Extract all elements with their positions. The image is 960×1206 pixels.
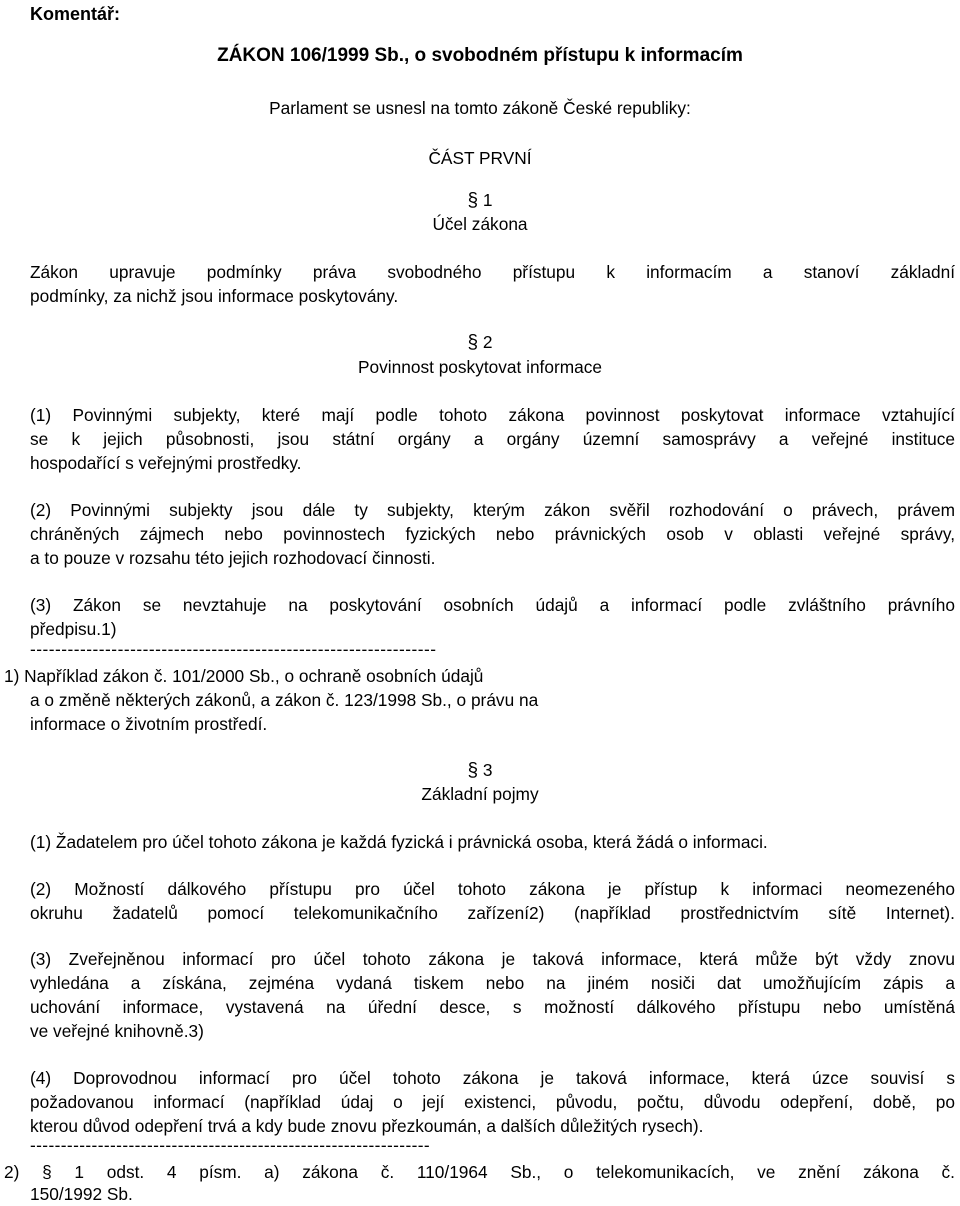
section-symbol: §	[467, 190, 479, 211]
section-1-line: podmínky, za nichž jsou informace poskytovány.	[30, 286, 399, 306]
paragraph-line: hospodařící s veřejnými prostředky.	[30, 453, 302, 473]
paragraph-line: (2) Povinnými subjekty jsou dále ty subjekty, kterým zákon svěřil rozhodování o právech, právem	[30, 500, 955, 520]
paragraph-line: (1) Žadatelem pro účel tohoto zákona je každá fyzická i právnická osoba, která žádá o informaci.	[30, 832, 768, 852]
section-2-number	[0, 330, 960, 355]
footnote-1-line: 1) Například zákon č. 101/2000 Sb., o ochraně osobních údajů	[4, 666, 484, 686]
paragraph-line: chráněných zájmech nebo povinnostech fyzických nebo právnických osob v oblasti veřejné správy,	[30, 524, 955, 544]
section-number: 3	[482, 760, 493, 780]
paragraph-line: (3) Zveřejněnou informací pro účel tohoto zákona je taková informace, která může být vždy znovu	[30, 949, 955, 969]
paragraph-line: (3) Zákon se nevztahuje na poskytování osobních údajů a informací podle zvláštního právního	[30, 595, 955, 615]
preamble: Parlament se usnesl na tomto zákoně České republiky:	[269, 98, 691, 118]
paragraph-line: (4) Doprovodnou informací pro účel tohoto zákona je taková informace, která úzce souvisí s	[30, 1068, 955, 1088]
paragraph-line: kterou důvod odepření trvá a kdy bude znovu přezkoumán, a dalších důležitých rysech).	[30, 1116, 704, 1136]
section-3-number	[0, 758, 960, 783]
part-heading: ČÁST PRVNÍ	[428, 148, 532, 168]
section-symbol: §	[467, 760, 479, 781]
footnote-2-line: 150/1992 Sb.	[30, 1184, 133, 1204]
section-2-heading: Povinnost poskytovat informace	[358, 357, 602, 377]
section-number: 2	[482, 332, 493, 352]
footnote-rule: -----------------------------------------------------------------	[30, 1135, 431, 1155]
section-3-heading: Základní pojmy	[421, 784, 539, 804]
paragraph-line: a to pouze v rozsahu této jejich rozhodovací činnosti.	[30, 548, 436, 568]
section-1-line: Zákon upravuje podmínky práva svobodného přístupu k informacím a stanoví základní	[30, 262, 955, 282]
paragraph-line: vyhledána a získána, zejména vydaná tiskem nebo na jiném nosiči dat umožňujícím zápis a	[30, 973, 955, 993]
header-label: Komentář:	[30, 4, 121, 24]
paragraph-line: (1) Povinnými subjekty, které mají podle tohoto zákona povinnost poskytovat informace vztahující	[30, 405, 955, 425]
document-title: ZÁKON 106/1999 Sb., o svobodném přístupu k informacím	[217, 45, 743, 66]
section-1-number	[0, 188, 960, 213]
paragraph-line: okruhu žadatelů pomocí telekomunikačního zařízení2) (například prostřednictvím sítě Internet).	[30, 903, 955, 923]
footnote-1-line: informace o životním prostředí.	[30, 714, 268, 734]
paragraph-line: požadovanou informací (například údaj o její existenci, původu, počtu, důvodu odepření, době, po	[30, 1092, 955, 1112]
paragraph-line: (2) Možností dálkového přístupu pro účel tohoto zákona je přístup k informaci neomezeného	[30, 879, 955, 899]
section-1-heading: Účel zákona	[432, 214, 528, 234]
footnote-1-line: a o změně některých zákonů, a zákon č. 123/1998 Sb., o právu na	[30, 690, 539, 710]
paragraph-line: se k jejich působnosti, jsou státní orgány a orgány územní samosprávy a veřejné instituce	[30, 429, 955, 449]
section-symbol: §	[467, 332, 479, 353]
paragraph-line: předpisu.1)	[30, 619, 117, 639]
footnote-2-line: 2) § 1 odst. 4 písm. a) zákona č. 110/1964 Sb., o telekomunikacích, ve znění zákona č.	[4, 1162, 955, 1182]
paragraph-line: ve veřejné knihovně.3)	[30, 1021, 204, 1041]
section-number: 1	[482, 190, 493, 210]
footnote-rule: -----------------------------------------------------------------	[30, 639, 437, 659]
paragraph-line: uchování informace, vystavená na úřední desce, s možností dálkového přístupu nebo umístěná	[30, 997, 955, 1017]
